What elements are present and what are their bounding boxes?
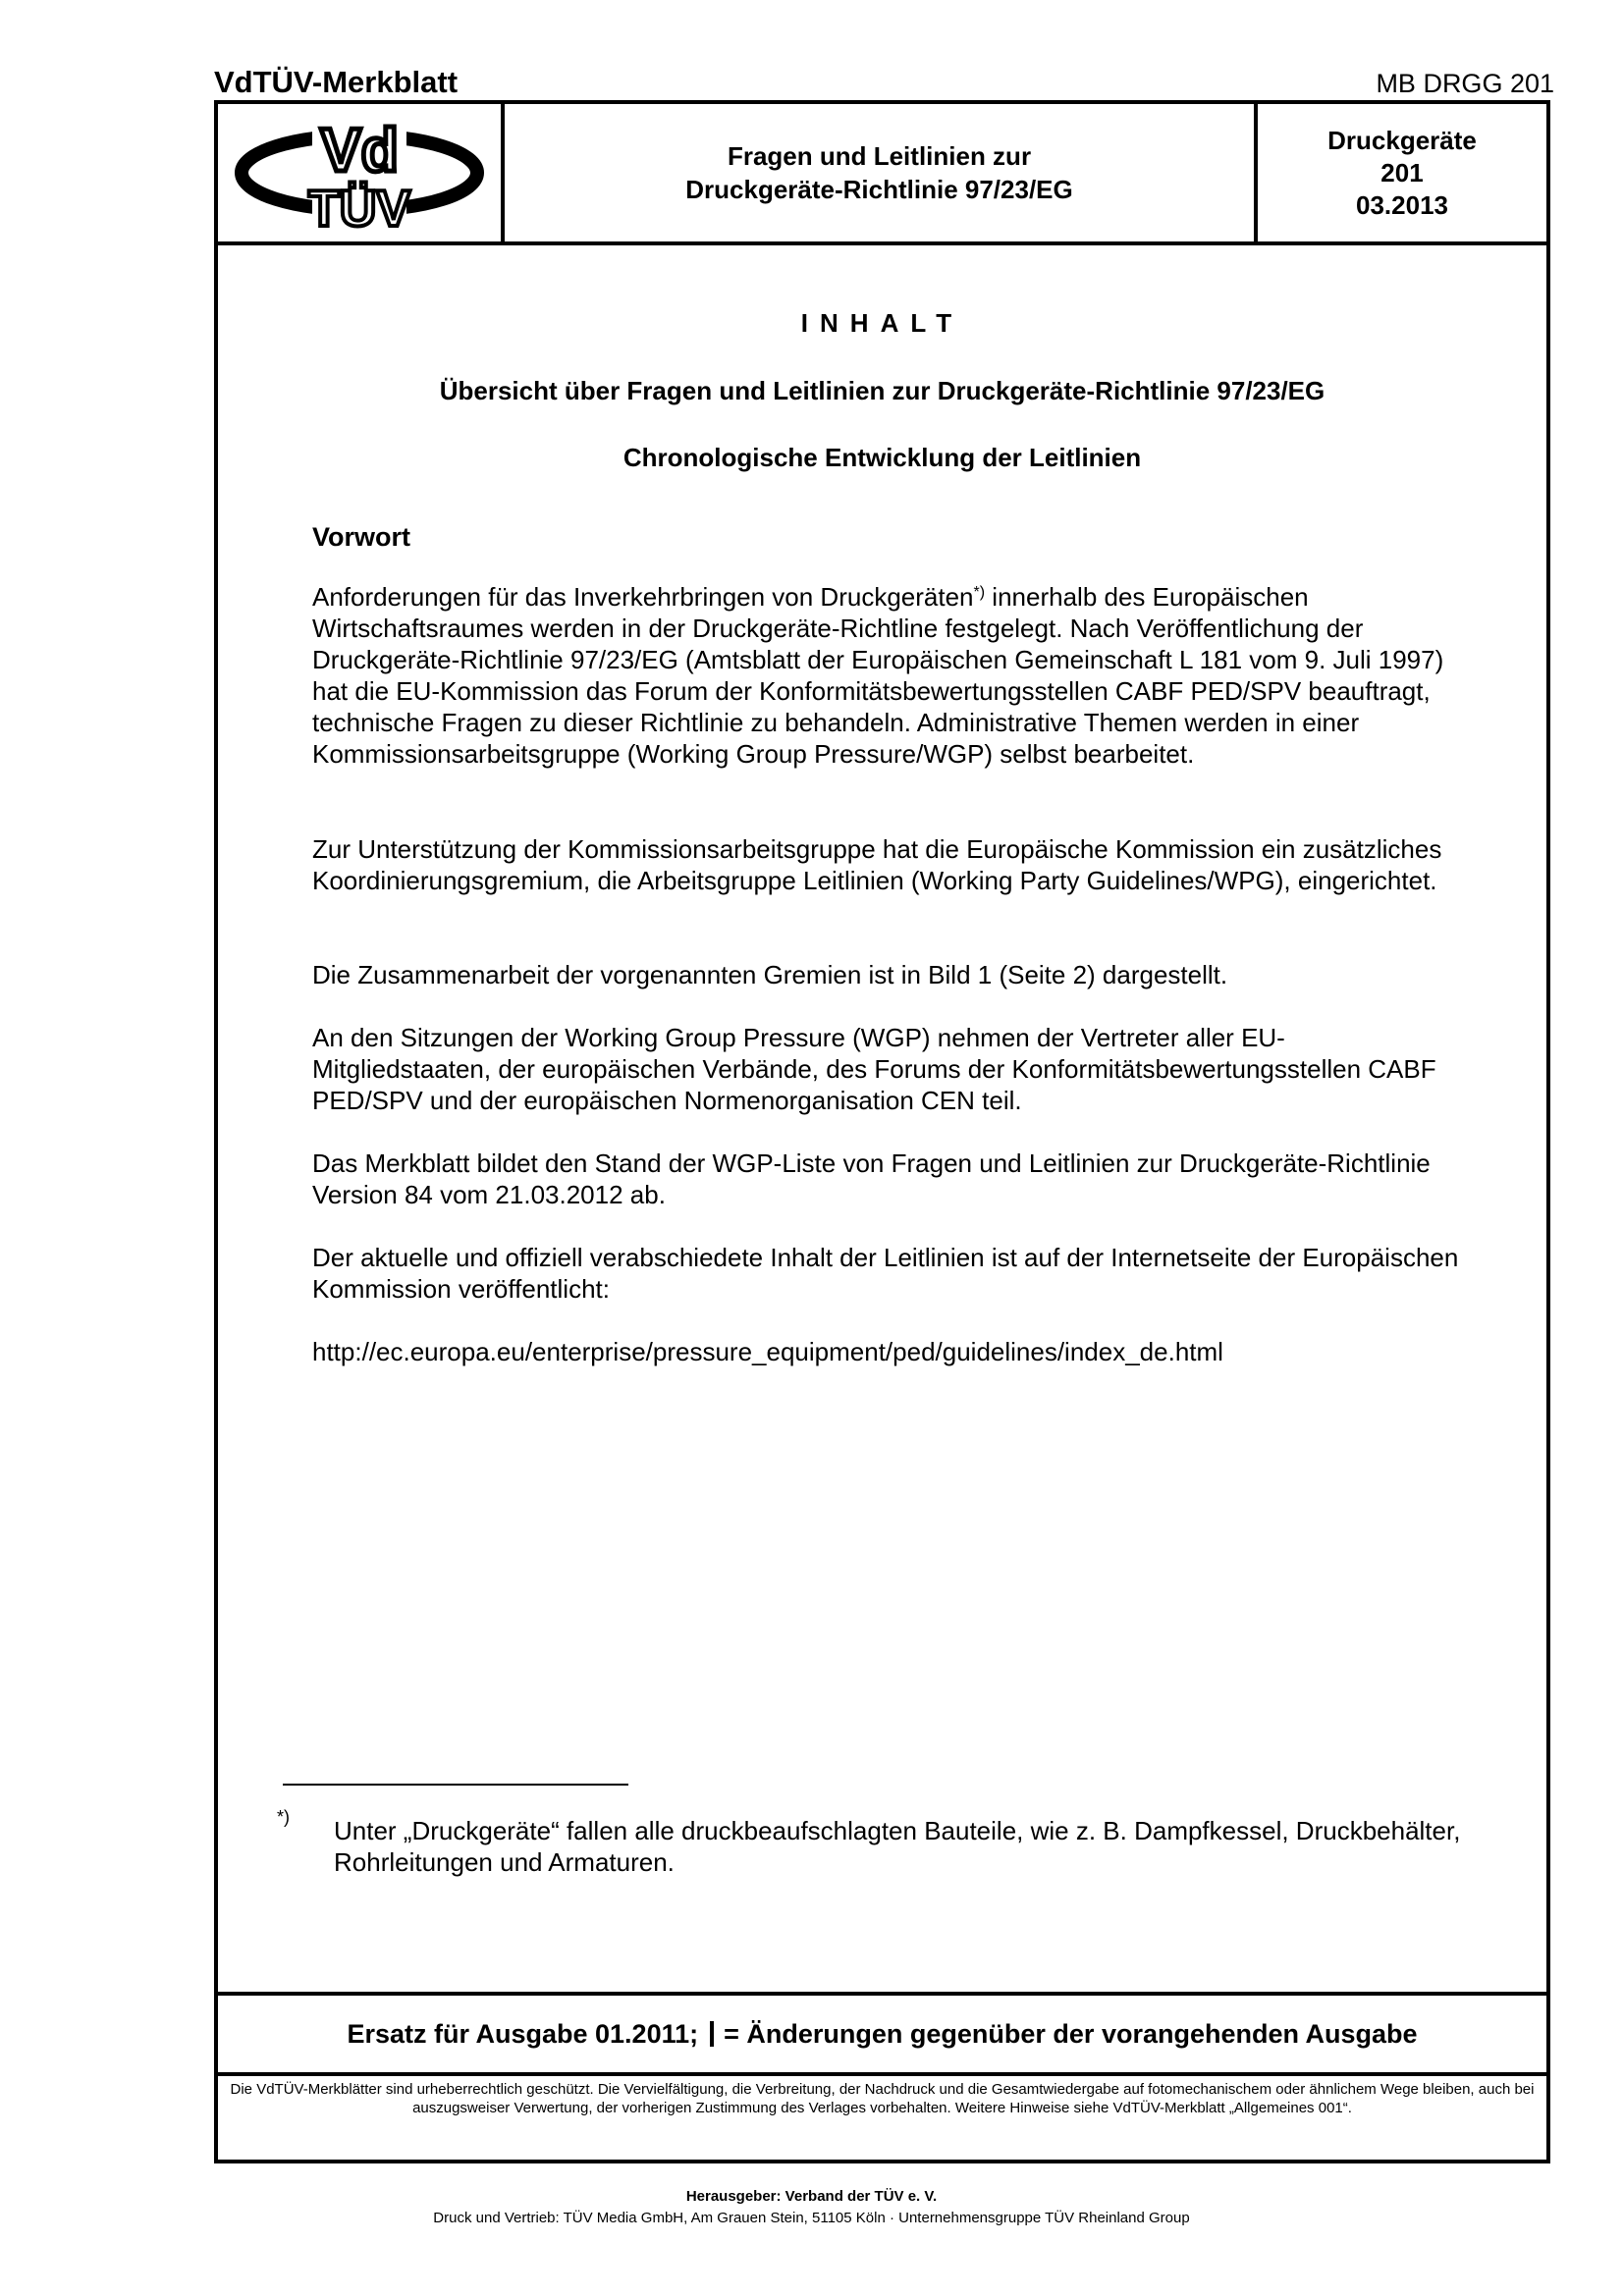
replacement-text: Ersatz für Ausgabe 01.2011; xyxy=(347,2018,699,2049)
footnote-text: Unter „Druckgeräte“ fallen alle druckbeaufschlagten Bauteile, wie z. B. Dampfkessel, Druckbehälter, Rohrleitungen und Armaturen. xyxy=(334,1816,1461,1877)
paragraph-1-part-b: innerhalb des Europäischen Wirtschaftsraumes werden in der Druckgeräte-Richtline festgelegt. Nach Veröffentlichung der Druckgeräte-Richtlinie 97/23/EG (Amtsblatt der Europäischen Gemeinschaft L 181 vom 9. Juli 1997) hat die EU-Kommission das Forum der Konformitätsbewertungsstellen CABF PED/SPV beauftragt, technische Fragen zu dieser Richtlinie zu behandeln. Administrative Themen werden in einer Kommissionsarbeitsgruppe (Working Group Pressure/WGP) selbst bearbeitet. xyxy=(312,582,1444,769)
guidelines-url: http://ec.europa.eu/enterprise/pressure_equipment/ped/guidelines/index_de.html xyxy=(312,1337,1223,1366)
publisher: Herausgeber: Verband der TÜV e. V. xyxy=(685,2188,938,2205)
footnote-separator xyxy=(283,1784,628,1786)
paragraph-2: Zur Unterstützung der Kommissionsarbeitsgruppe hat die Europäische Kommission ein zusätzliches Koordinierungsgremium, die Arbeitsgruppe Leitlinien (Working Party Guidelines/WPG), eingerichtet. xyxy=(312,834,1442,895)
document-meta xyxy=(1258,104,1546,241)
paragraph-1 xyxy=(312,581,1461,770)
logo-text-tuev: TÜV xyxy=(308,181,410,238)
paragraph-1-part-a: Anforderungen für das Inverkehrbringen von Druckgeräten xyxy=(312,582,974,612)
document-title xyxy=(505,104,1258,241)
change-legend-text: = Änderungen gegenüber der vorangehenden Ausgabe xyxy=(724,2018,1418,2049)
section-heading-vorwort: Vorwort xyxy=(312,522,410,552)
overview-title: Übersicht über Fragen und Leitlinien zur Druckgeräte-Richtlinie 97/23/EG xyxy=(439,376,1325,405)
meta-date: 03.2013 xyxy=(1356,189,1448,220)
title-line-2: Druckgeräte-Richtlinie 97/23/EG xyxy=(685,175,1073,204)
paragraph-4: An den Sitzungen der Working Group Pressure (WGP) nehmen der Vertreter aller EU-Mitgliedstaaten, der europäischen Verbände, des Forums der Konformitätsbewertungsstellen CABF PED/SPV und der europäischen Normenorganisation CEN teil. xyxy=(312,1023,1436,1115)
title-line-1: Fragen und Leitlinien zur xyxy=(727,141,1032,171)
paragraph-6: Der aktuelle und offiziell verabschiedete Inhalt der Leitlinien ist auf der Internetseite der Europäischen Kommission veröffentlicht: xyxy=(312,1243,1459,1304)
vdtuev-logo-icon xyxy=(218,104,501,241)
header-table xyxy=(218,104,1546,245)
meta-category: Druckgeräte xyxy=(1327,125,1477,155)
logo-text-vd: Vd xyxy=(320,117,399,185)
footnote-reference: *) xyxy=(973,584,986,601)
document-code: MB DRGG 201 xyxy=(1376,69,1554,98)
footnote-mark: *) xyxy=(277,1807,290,1827)
replacement-notice xyxy=(218,1992,1546,2076)
page-frame xyxy=(214,100,1550,2163)
change-bar-icon xyxy=(710,2021,714,2047)
meta-number: 201 xyxy=(1380,157,1424,187)
chronology-title: Chronologische Entwicklung der Leitlinien xyxy=(622,443,1142,472)
printer-info: Druck und Vertrieb: TÜV Media GmbH, Am Grauen Stein, 51105 Köln · Unternehmensgruppe TÜV Rheinland Group xyxy=(433,2210,1190,2226)
copyright-notice: Die VdTÜV-Merkblätter sind urheberrechtlich geschützt. Die Vervielfältigung, die Verbreitung, der Nachdruck und die Gesamtwiedergabe auf fotomechanischem oder ähnlichem Wege bleiben, auch bei auszugsweiser Verwertung, der vorherigen Zustimmung des Verlages vorbehalten. Weitere Hinweise siehe VdTÜV-Merkblatt „Allgemeines 001“. xyxy=(230,2081,1535,2116)
paragraph-3: Die Zusammenarbeit der vorgenannten Gremien ist in Bild 1 (Seite 2) dargestellt. xyxy=(312,960,1228,989)
contents-heading: INHALT xyxy=(800,308,964,338)
vdtuev-logo xyxy=(218,104,505,241)
document-label: VdTÜV-Merkblatt xyxy=(214,65,459,99)
paragraph-5: Das Merkblatt bildet den Stand der WGP-Liste von Fragen und Leitlinien zur Druckgeräte-Richtlinie Version 84 vom 21.03.2012 ab. xyxy=(312,1148,1431,1209)
